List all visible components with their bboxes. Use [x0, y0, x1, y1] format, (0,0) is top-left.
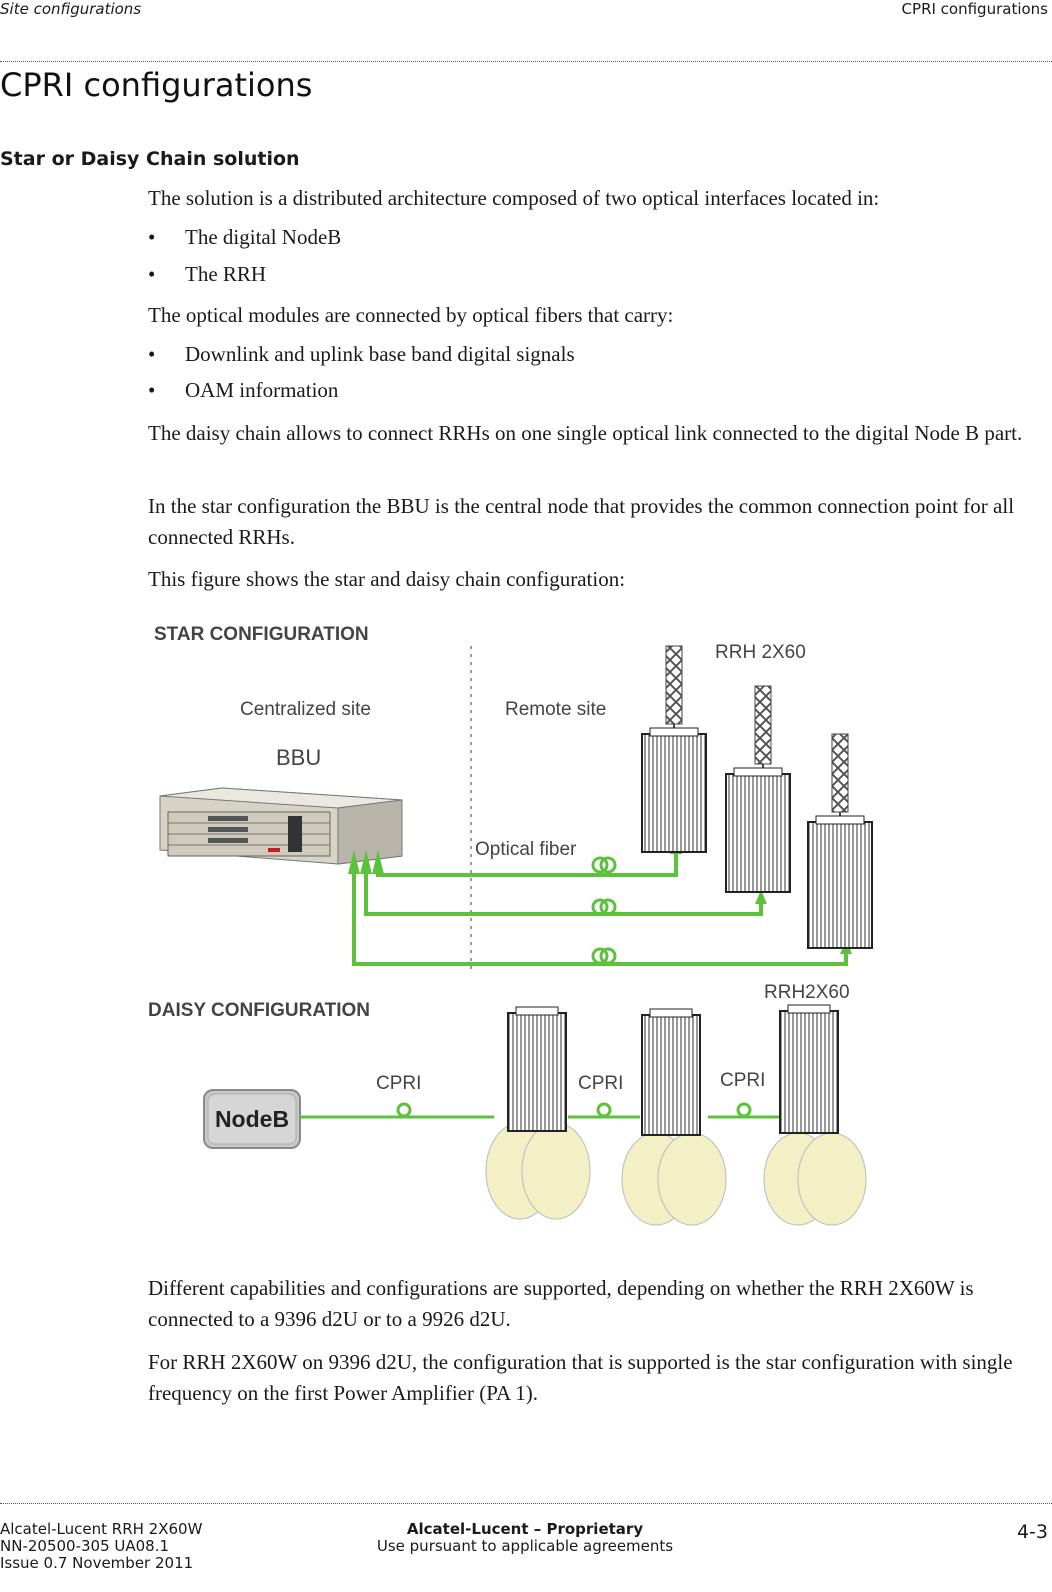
paragraph-9396: For RRH 2X60W on 9396 d2U, the configuration that is supported is the star configuration with single frequency on the first Power Amplifier (PA 1).	[148, 1350, 1013, 1405]
list-item-text: The RRH	[185, 262, 267, 286]
footer-divider	[0, 1503, 1052, 1504]
footer-issue: Issue 0.7 November 2011	[0, 1554, 194, 1572]
bullet-icon: •	[148, 378, 156, 402]
cpri-label-1: CPRI	[376, 1073, 422, 1094]
centralized-site-label: Centralized site	[240, 699, 371, 720]
bbu-label: BBU	[276, 745, 322, 770]
footer-proprietary-note: Use pursuant to applicable agreements	[376, 1537, 674, 1555]
rrh-unit-icon	[726, 686, 790, 892]
paragraph-star: In the star configuration the BBU is the central node that provides the common connection point for all connected RRHs.	[148, 494, 1015, 549]
footer-proprietary-title: Alcatel-Lucent – Proprietary	[406, 1520, 644, 1538]
rrh-daisy-unit-icon	[764, 1005, 866, 1225]
footer-doc-number: NN-20500-305 UA08.1	[0, 1537, 170, 1555]
running-header-right: CPRI configurations	[901, 0, 1048, 18]
list-item-text: The digital NodeB	[185, 225, 342, 249]
list-item-text: Downlink and uplink base band digital signals	[185, 342, 575, 366]
rrh-star-label: RRH 2X60	[715, 642, 806, 663]
rrh-daisy-label: RRH2X60	[764, 982, 850, 1003]
paragraph-daisy: The daisy chain allows to connect RRHs on one single optical link connected to the digital Node B part.	[148, 421, 1023, 445]
footer-document-info	[0, 1521, 202, 1572]
star-daisy-figure	[148, 618, 878, 1228]
nodeb-label: NodeB	[214, 1106, 290, 1132]
cpri-label-2: CPRI	[578, 1073, 624, 1094]
page-title: CPRI configurations	[0, 66, 313, 104]
paragraph-capabilities: Different capabilities and configurations are supported, depending on whether the RRH 2X60W is connected to a 9396 d2U or to a 9926 d2U.	[148, 1276, 974, 1331]
rrh-daisy-unit-icon	[486, 1007, 590, 1219]
header-divider	[0, 61, 1052, 62]
paragraph-fibers: The optical modules are connected by optical fibers that carry:	[148, 303, 674, 327]
page-number: 4-3	[1016, 1521, 1048, 1543]
remote-site-label: Remote site	[505, 699, 607, 720]
optical-fiber-label: Optical fiber	[475, 839, 577, 860]
paragraph-intro: The solution is a distributed architecture composed of two optical interfaces located in:	[148, 186, 880, 210]
footer-proprietary	[375, 1521, 675, 1555]
running-header-left: Site configurations	[0, 0, 142, 18]
footer-product: Alcatel-Lucent RRH 2X60W	[0, 1520, 203, 1538]
rrh-unit-icon	[642, 646, 706, 852]
list-item-text: OAM information	[185, 378, 339, 402]
daisy-config-title: DAISY CONFIGURATION	[148, 1000, 371, 1021]
bullet-icon: •	[148, 342, 156, 366]
star-config-title: STAR CONFIGURATION	[154, 624, 369, 645]
bullet-icon: •	[148, 262, 156, 286]
paragraph-figure-intro: This figure shows the star and daisy chain configuration:	[148, 567, 626, 591]
bullet-icon: •	[148, 225, 156, 249]
section-heading: Star or Daisy Chain solution	[0, 148, 300, 170]
cpri-label-3: CPRI	[720, 1070, 766, 1091]
rrh-unit-icon	[808, 734, 872, 948]
